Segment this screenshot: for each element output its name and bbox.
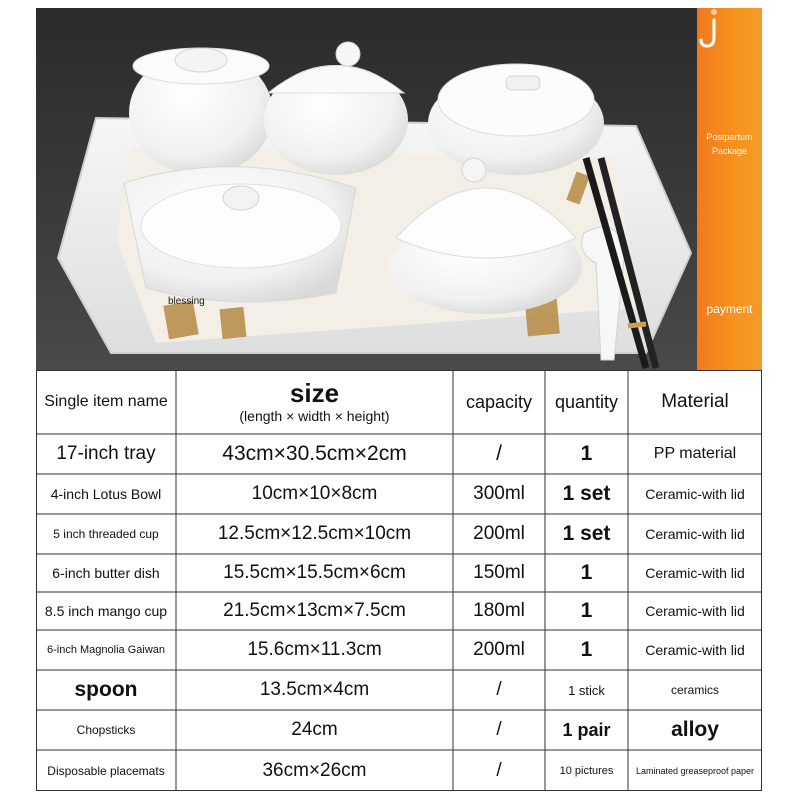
table-row-name: Disposable placemats <box>47 763 165 778</box>
header-size <box>176 370 453 434</box>
table-row-material: Ceramic-with lid <box>645 526 745 542</box>
table-row-name: Chopsticks <box>76 723 136 737</box>
header-quantity: quantity <box>554 391 619 412</box>
side-panel <box>697 8 762 370</box>
table-row-quantity: 1 <box>580 638 593 661</box>
table-row-quantity: 1 stick <box>568 682 605 698</box>
table-row-name: 5 inch threaded cup <box>53 527 159 541</box>
panel-title-line2: Package <box>711 146 748 156</box>
table-row-name: 4-inch Lotus Bowl <box>50 486 162 502</box>
table-row-size: 24cm <box>291 719 338 740</box>
header-capacity: capacity <box>465 391 533 412</box>
table-row-quantity: 1 <box>580 599 593 622</box>
payment-hook-icon <box>697 8 721 48</box>
table-row-name: 6-inch Magnolia Gaiwan <box>46 644 165 656</box>
product-photo <box>36 8 762 370</box>
table-row-size: 12.5cm×12.5cm×10cm <box>217 523 412 544</box>
table-row-name: 6-inch butter dish <box>52 565 160 581</box>
table-row-capacity: / <box>496 719 502 740</box>
table-row-size: 10cm×10×8cm <box>251 483 378 504</box>
table-row-material: alloy <box>671 718 719 741</box>
table-row-material: Ceramic-with lid <box>645 603 745 619</box>
table-row-material: PP material <box>653 445 737 462</box>
header-material: Material <box>661 391 729 412</box>
payment-label: payment <box>706 302 753 316</box>
table-row-material: ceramics <box>670 683 719 697</box>
table-row-size: 13.5cm×4cm <box>259 679 370 700</box>
table-row-quantity: 1 <box>580 561 593 584</box>
header-size-detail: (length × width × height) <box>239 408 390 424</box>
table-row-capacity: / <box>496 679 502 700</box>
table-row-material: Laminated greaseproof paper <box>635 765 755 776</box>
panel-title-line1: Postpartum <box>706 132 753 142</box>
table-row-capacity: 180ml <box>473 600 525 621</box>
table-row-size: 15.5cm×15.5cm×6cm <box>223 562 406 583</box>
table-row-quantity: 1 <box>580 442 593 465</box>
table-row-capacity: 150ml <box>473 562 525 583</box>
table-row-material: Ceramic-with lid <box>645 486 745 502</box>
table-row-size: 36cm×26cm <box>262 759 367 781</box>
table-row-capacity: 200ml <box>473 523 525 544</box>
table-row-name: 17-inch tray <box>56 443 156 464</box>
table-row-name: 8.5 inch mango cup <box>44 603 168 619</box>
tableware-illustration <box>36 8 762 370</box>
table-row-quantity: 1 set <box>562 522 611 545</box>
table-row-quantity: 1 pair <box>562 719 611 740</box>
placemat-caption: blessing <box>168 296 205 307</box>
table-row-capacity: 300ml <box>473 483 525 504</box>
table-row-quantity: 10 pictures <box>559 764 614 777</box>
table-row-size: 43cm×30.5cm×2cm <box>222 442 407 465</box>
table-row-capacity: / <box>496 759 502 781</box>
table-row-capacity: 200ml <box>473 639 525 660</box>
table-row-material: Ceramic-with lid <box>645 565 745 581</box>
table-row-quantity: 1 set <box>562 482 611 505</box>
table-row-size: 21.5cm×13cm×7.5cm <box>223 600 406 621</box>
table-row-capacity: / <box>496 442 502 465</box>
table-row-material: Ceramic-with lid <box>645 642 745 658</box>
header-item-name: Single item name <box>44 393 168 410</box>
panel-title <box>697 130 762 158</box>
spec-table <box>36 370 762 791</box>
table-row-name: spoon <box>74 678 138 701</box>
table-row-size: 15.6cm×11.3cm <box>247 639 382 660</box>
header-size-title: size <box>289 378 340 408</box>
